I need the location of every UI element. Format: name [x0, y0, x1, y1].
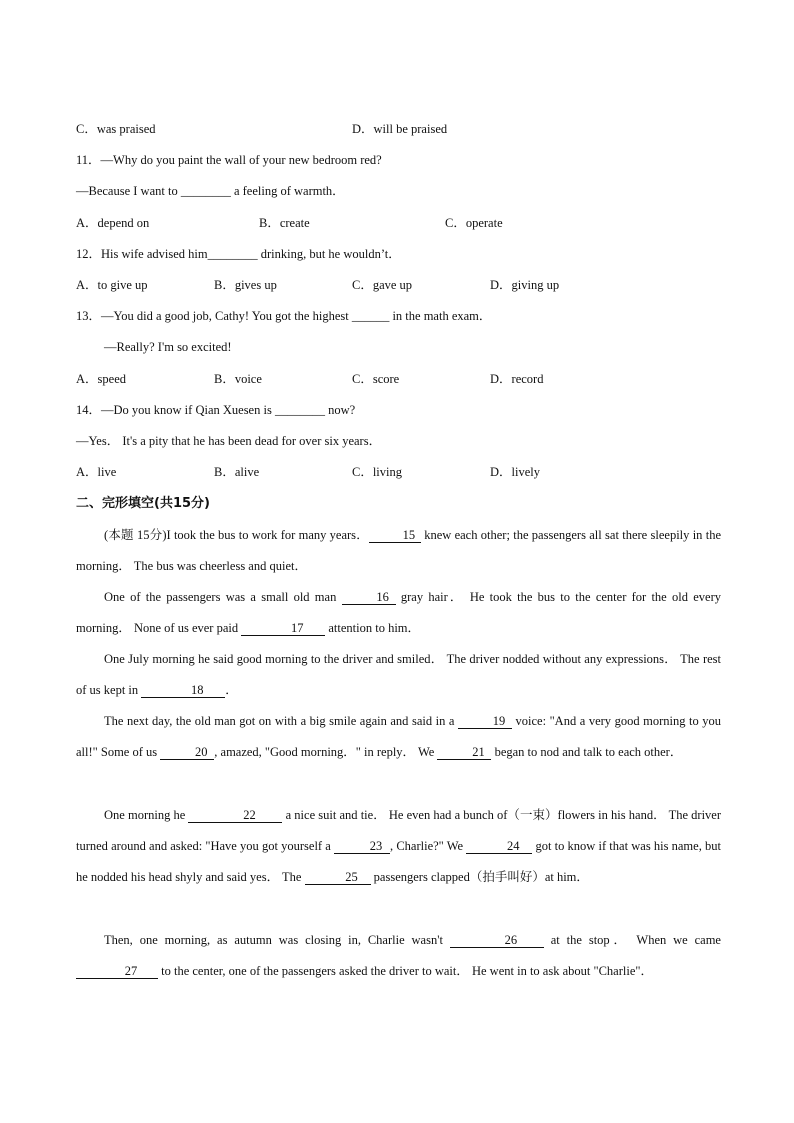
- blank-25[interactable]: 25: [305, 870, 371, 885]
- section-heading: 二、完形填空(共15分): [76, 496, 210, 511]
- blank-21[interactable]: 21: [437, 745, 491, 760]
- passage-text: passengers clapped（拍手叫好）at him．: [370, 870, 589, 884]
- q10-option-c[interactable]: C．was praised: [76, 122, 156, 136]
- q13-option-b[interactable]: B．voice: [214, 372, 262, 386]
- passage-text: got to know if that was his name, but he nodded his head shyly and said yes． The: [76, 839, 721, 884]
- passage-text: , amazed, "Good morning．" in reply． We: [214, 745, 438, 759]
- q14-stem: 14．—Do you know if Qian Xuesen is ________ now?: [76, 403, 356, 417]
- q14-reply: —Yes． It's a pity that he has been dead for over six years．: [76, 434, 382, 448]
- q13-stem: 13．—You did a good job, Cathy! You got the highest ______ in the math exam．: [76, 309, 492, 323]
- passage-text: a nice suit and tie． He even had a bunch of（一束）flowers in his hand． The driver turned around and asked: "Have you got yourself a: [76, 808, 721, 853]
- q11-option-b[interactable]: B．create: [259, 216, 310, 230]
- q14-option-a[interactable]: A．live: [76, 465, 117, 479]
- blank-19[interactable]: 19: [458, 714, 512, 729]
- q11-stem: 11．—Why do you paint the wall of your new bedroom red?: [76, 153, 382, 167]
- passage-text: One of the passengers was a small old man: [104, 590, 342, 604]
- q13-option-a[interactable]: A．speed: [76, 372, 126, 386]
- q12-stem: 12．His wife advised him________ drinking, but he wouldn’t．: [76, 247, 401, 261]
- blank-22[interactable]: 22: [188, 808, 282, 823]
- q13-reply: —Really? I'm so excited!: [104, 340, 232, 354]
- passage-paragraph-5: [76, 800, 721, 893]
- passage-text: , Charlie?" We: [390, 839, 467, 853]
- q11-option-a[interactable]: A．depend on: [76, 216, 150, 230]
- q11-reply: —Because I want to ________ a feeling of warmth．: [76, 184, 345, 198]
- q13-option-d[interactable]: D．record: [490, 372, 544, 386]
- blank-20[interactable]: 20: [160, 745, 214, 760]
- q13-option-c[interactable]: C．score: [352, 372, 400, 386]
- passage-paragraph-6: [76, 925, 721, 987]
- q12-option-c[interactable]: C．gave up: [352, 278, 413, 292]
- passage-paragraph-2: [76, 582, 721, 644]
- blank-18[interactable]: 18: [141, 683, 225, 698]
- passage-paragraph-4: [76, 706, 721, 768]
- blank-23[interactable]: 23: [334, 839, 390, 854]
- passage-text: The next day, the old man got on with a big smile again and said in a: [104, 714, 458, 728]
- blank-26[interactable]: 26: [450, 933, 544, 948]
- passage-text: voice: "And a very good morning to you all!" Some of us: [76, 714, 721, 759]
- blank-17[interactable]: 17: [241, 621, 325, 636]
- passage-text: One July morning he said good morning to the driver and smiled． The driver nodded without any expressions． The rest of us kept in: [76, 652, 721, 697]
- blank-27[interactable]: 27: [76, 964, 158, 979]
- q14-option-c[interactable]: C．living: [352, 465, 403, 479]
- q12-option-d[interactable]: D．giving up: [490, 278, 560, 292]
- passage-text: (本题 15分)I took the bus to work for many years．: [104, 528, 369, 542]
- q11-option-c[interactable]: C．operate: [445, 216, 503, 230]
- passage-text: One morning he: [104, 808, 189, 822]
- passage-text: ．: [225, 683, 238, 697]
- q14-option-d[interactable]: D．lively: [490, 465, 540, 479]
- blank-16[interactable]: 16: [342, 590, 396, 605]
- passage-text: to the center, one of the passengers asked the driver to wait． He went in to ask about "Charlie"．: [158, 964, 653, 978]
- passage-text: Then, one morning, as autumn was closing in, Charlie wasn't: [104, 933, 450, 947]
- q10-option-d[interactable]: D．will be praised: [352, 122, 448, 136]
- passage-text: attention to him．: [325, 621, 421, 635]
- q12-option-a[interactable]: A．to give up: [76, 278, 148, 292]
- q14-option-b[interactable]: B．alive: [214, 465, 260, 479]
- passage-text: gray hair． He took the bus to the center for the old every morning． None of us ever paid: [76, 590, 721, 635]
- passage-text: began to nod and talk to each other．: [491, 745, 683, 759]
- blank-24[interactable]: 24: [466, 839, 532, 854]
- passage-text: knew each other; the passengers all sat there sleepily in the morning． The bus was cheerless and quiet．: [76, 528, 721, 573]
- blank-15[interactable]: 15: [369, 528, 421, 543]
- passage-paragraph-1: [76, 520, 721, 582]
- passage-text: at the stop． When we came: [543, 933, 721, 947]
- passage-paragraph-3: [76, 644, 721, 706]
- q12-option-b[interactable]: B．gives up: [214, 278, 277, 292]
